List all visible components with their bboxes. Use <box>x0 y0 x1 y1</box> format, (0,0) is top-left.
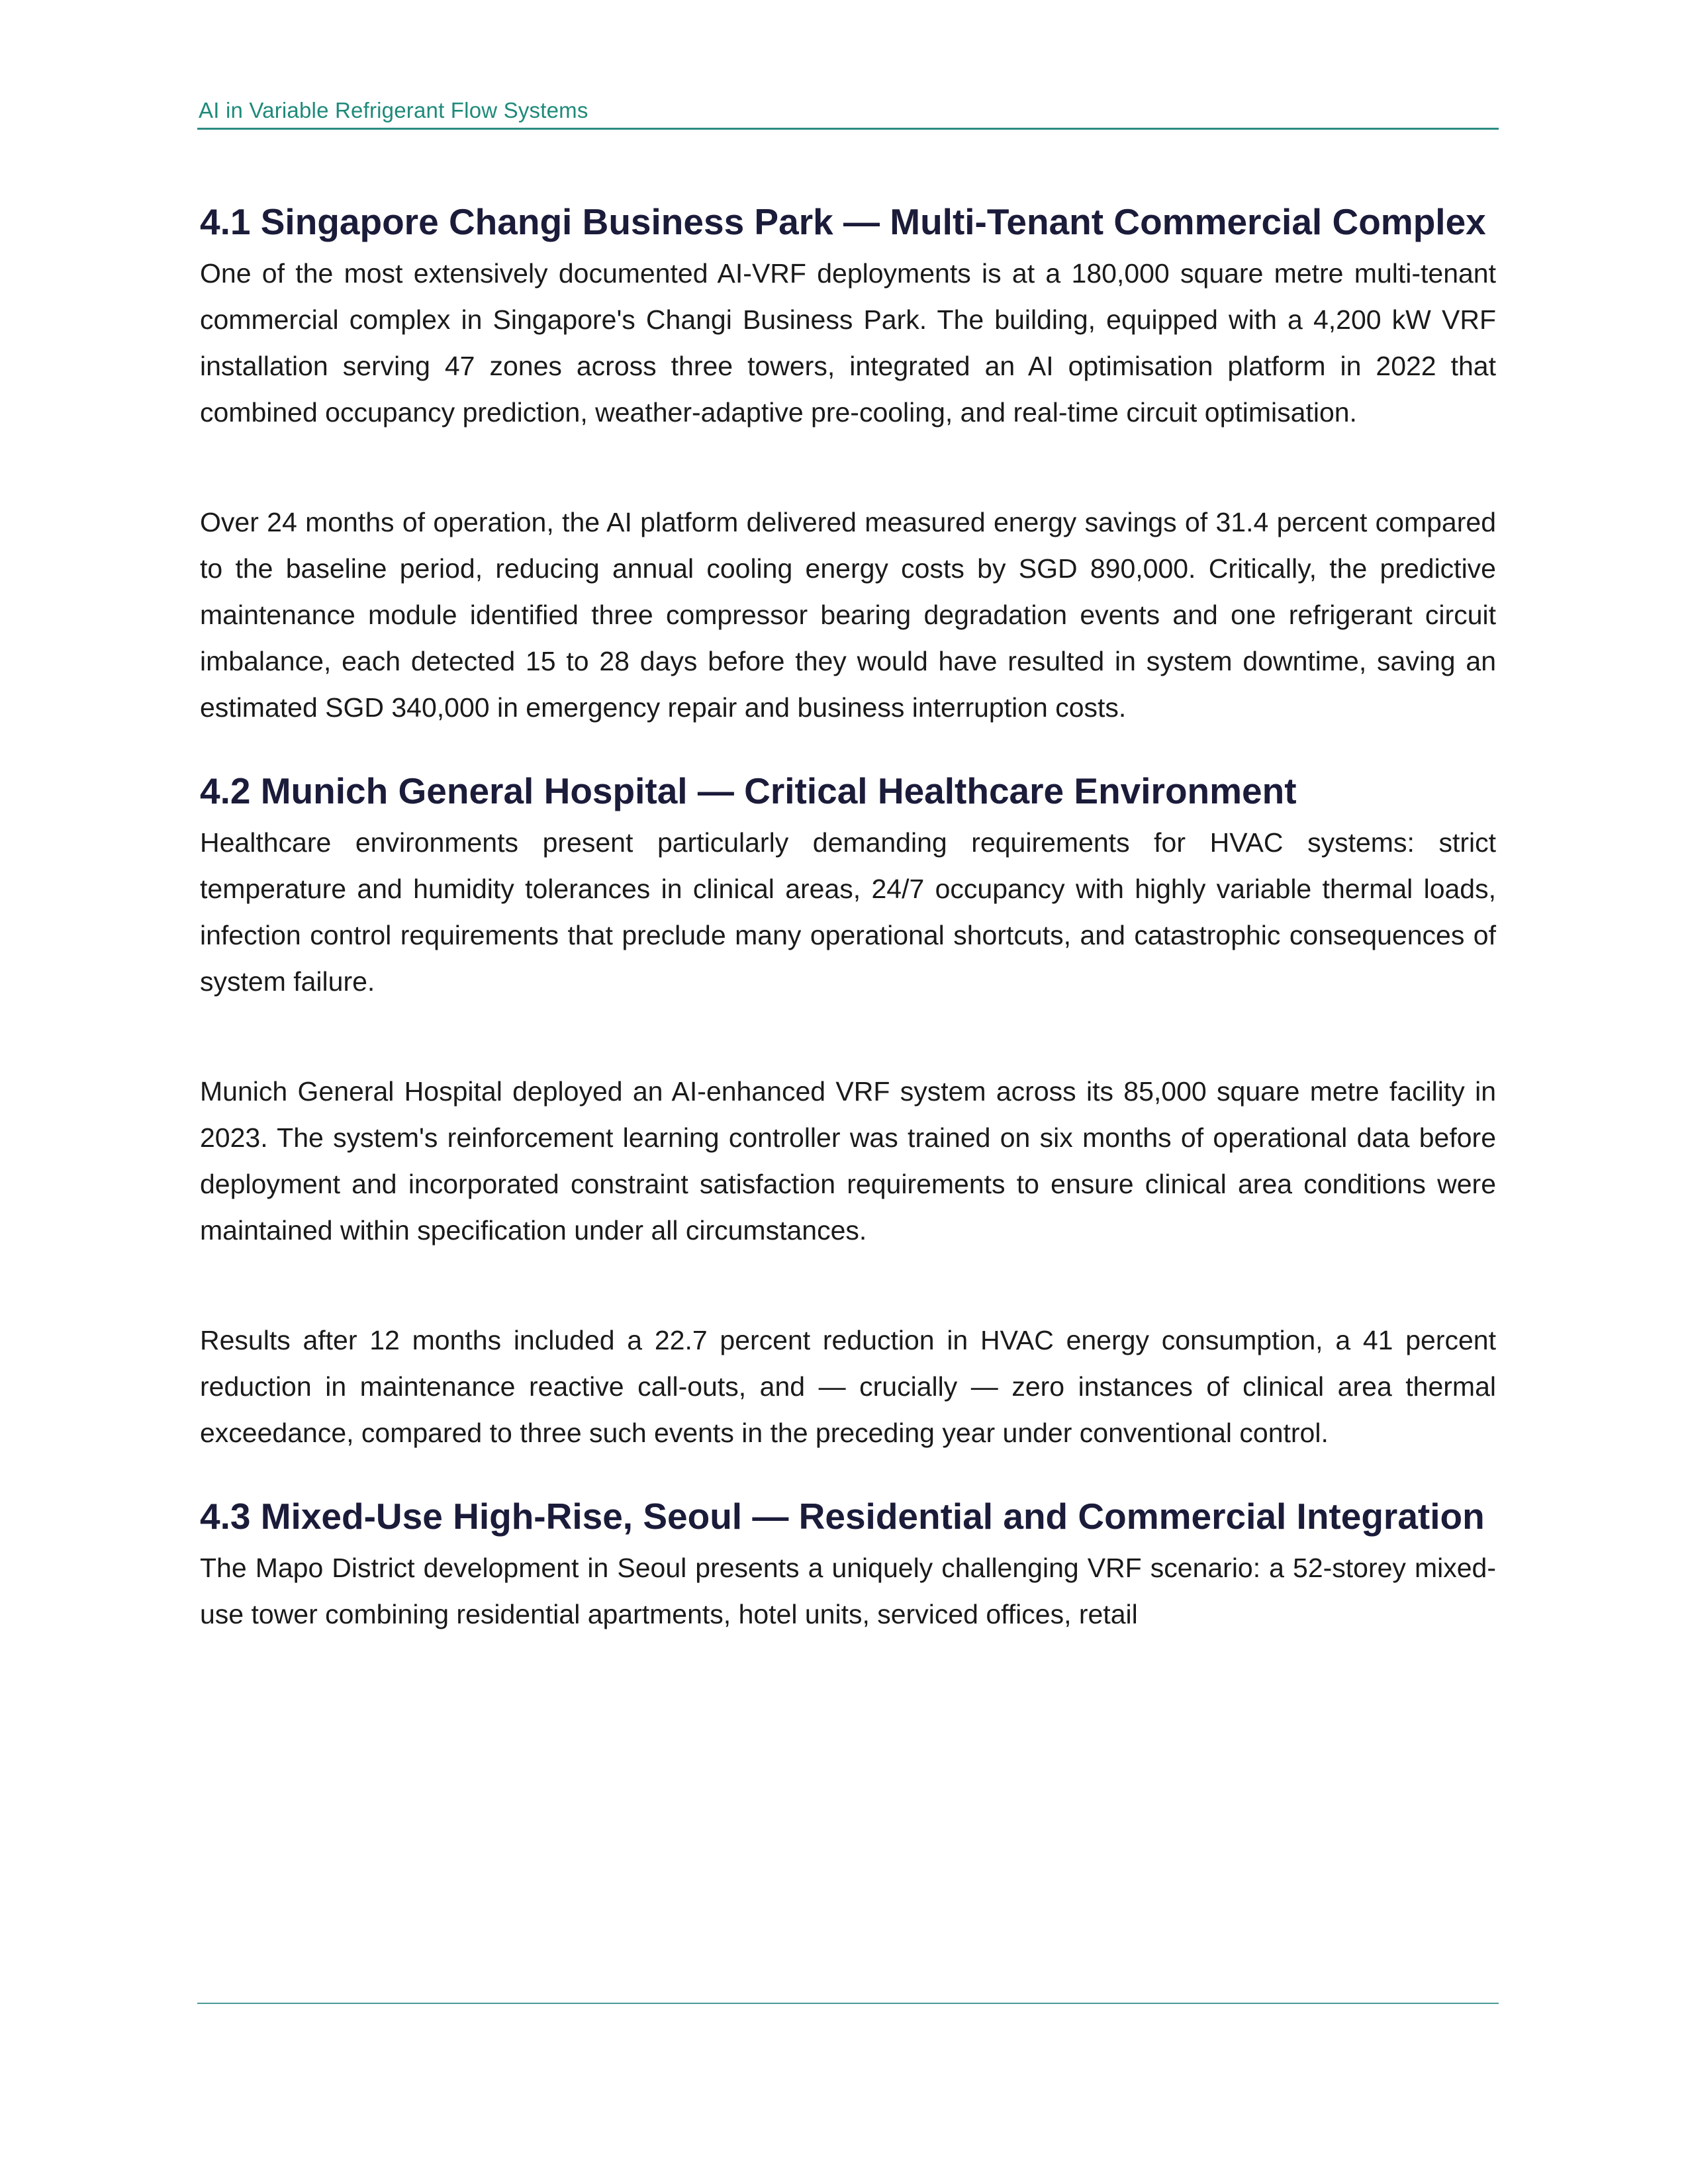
paragraph-spacer <box>200 435 1496 499</box>
footer-rule <box>197 2003 1499 2004</box>
paragraph: Over 24 months of operation, the AI platform delivered measured energy savings of 31.4 percent compared to the baseline period, reducing annual cooling energy costs by SGD 890,000. Critically, the predictive maintenance module identified three compressor bearing degradation events and one refrigerant circuit imbalance, each detected 15 to 28 days before they would have resulted in system downtime, saving an estimated SGD 340,000 in emergency repair and business interruption costs. <box>200 507 1496 723</box>
paragraph: One of the most extensively documented AI-VRF deployments is at a 180,000 square metre multi-tenant commercial complex in Singapore's Changi Business Park. The building, equipped with a 4,200 kW VRF installation serving 47 zones across three towers, integrated an AI optimisation platform in 2022 that combined occupancy prediction, weather-adaptive pre-cooling, and real-time circuit optimisation. <box>200 258 1496 428</box>
paragraph: Results after 12 months included a 22.7 percent reduction in HVAC energy consumption, a 41 percent reduction in maintenance reactive call-outs, and — crucially — zero instances of clinical area thermal exceedance, compared to three such events in the preceding year under conventional control. <box>200 1325 1496 1448</box>
section-4-1 <box>200 200 1496 731</box>
paragraph: The Mapo District development in Seoul presents a uniquely challenging VRF scenario: a 52-storey mixed-use tower combining residential apartments, hotel units, serviced offices, retail <box>200 1553 1496 1629</box>
section-spacer <box>200 731 1496 769</box>
section-heading: 4.3 Mixed-Use High-Rise, Seoul — Residential and Commercial Integration <box>200 1496 1485 1537</box>
page-content <box>200 200 1496 1637</box>
paragraph-spacer <box>200 1253 1496 1317</box>
section-spacer <box>200 1456 1496 1494</box>
paragraph: Munich General Hospital deployed an AI-enhanced VRF system across its 85,000 square metre facility in 2023. The system's reinforcement learning controller was trained on six months of operational data before deployment and incorporated constraint satisfaction requirements to ensure clinical area conditions were maintained within specification under all circumstances. <box>200 1076 1496 1246</box>
running-header: AI in Variable Refrigerant Flow Systems <box>199 98 588 122</box>
paragraph-spacer <box>200 1005 1496 1068</box>
paragraph: Healthcare environments present particularly demanding requirements for HVAC systems: strict temperature and humidity tolerances in clinical areas, 24/7 occupancy with highly variable thermal loads, infection control requirements that preclude many operational shortcuts, and catastrophic consequences of system failure. <box>200 827 1496 997</box>
section-4-2 <box>200 769 1496 1456</box>
header-rule <box>197 128 1499 130</box>
section-heading: 4.2 Munich General Hospital — Critical Healthcare Environment <box>200 770 1297 811</box>
section-heading: 4.1 Singapore Changi Business Park — Multi-Tenant Commercial Complex <box>200 201 1486 242</box>
section-4-3 <box>200 1494 1496 1637</box>
